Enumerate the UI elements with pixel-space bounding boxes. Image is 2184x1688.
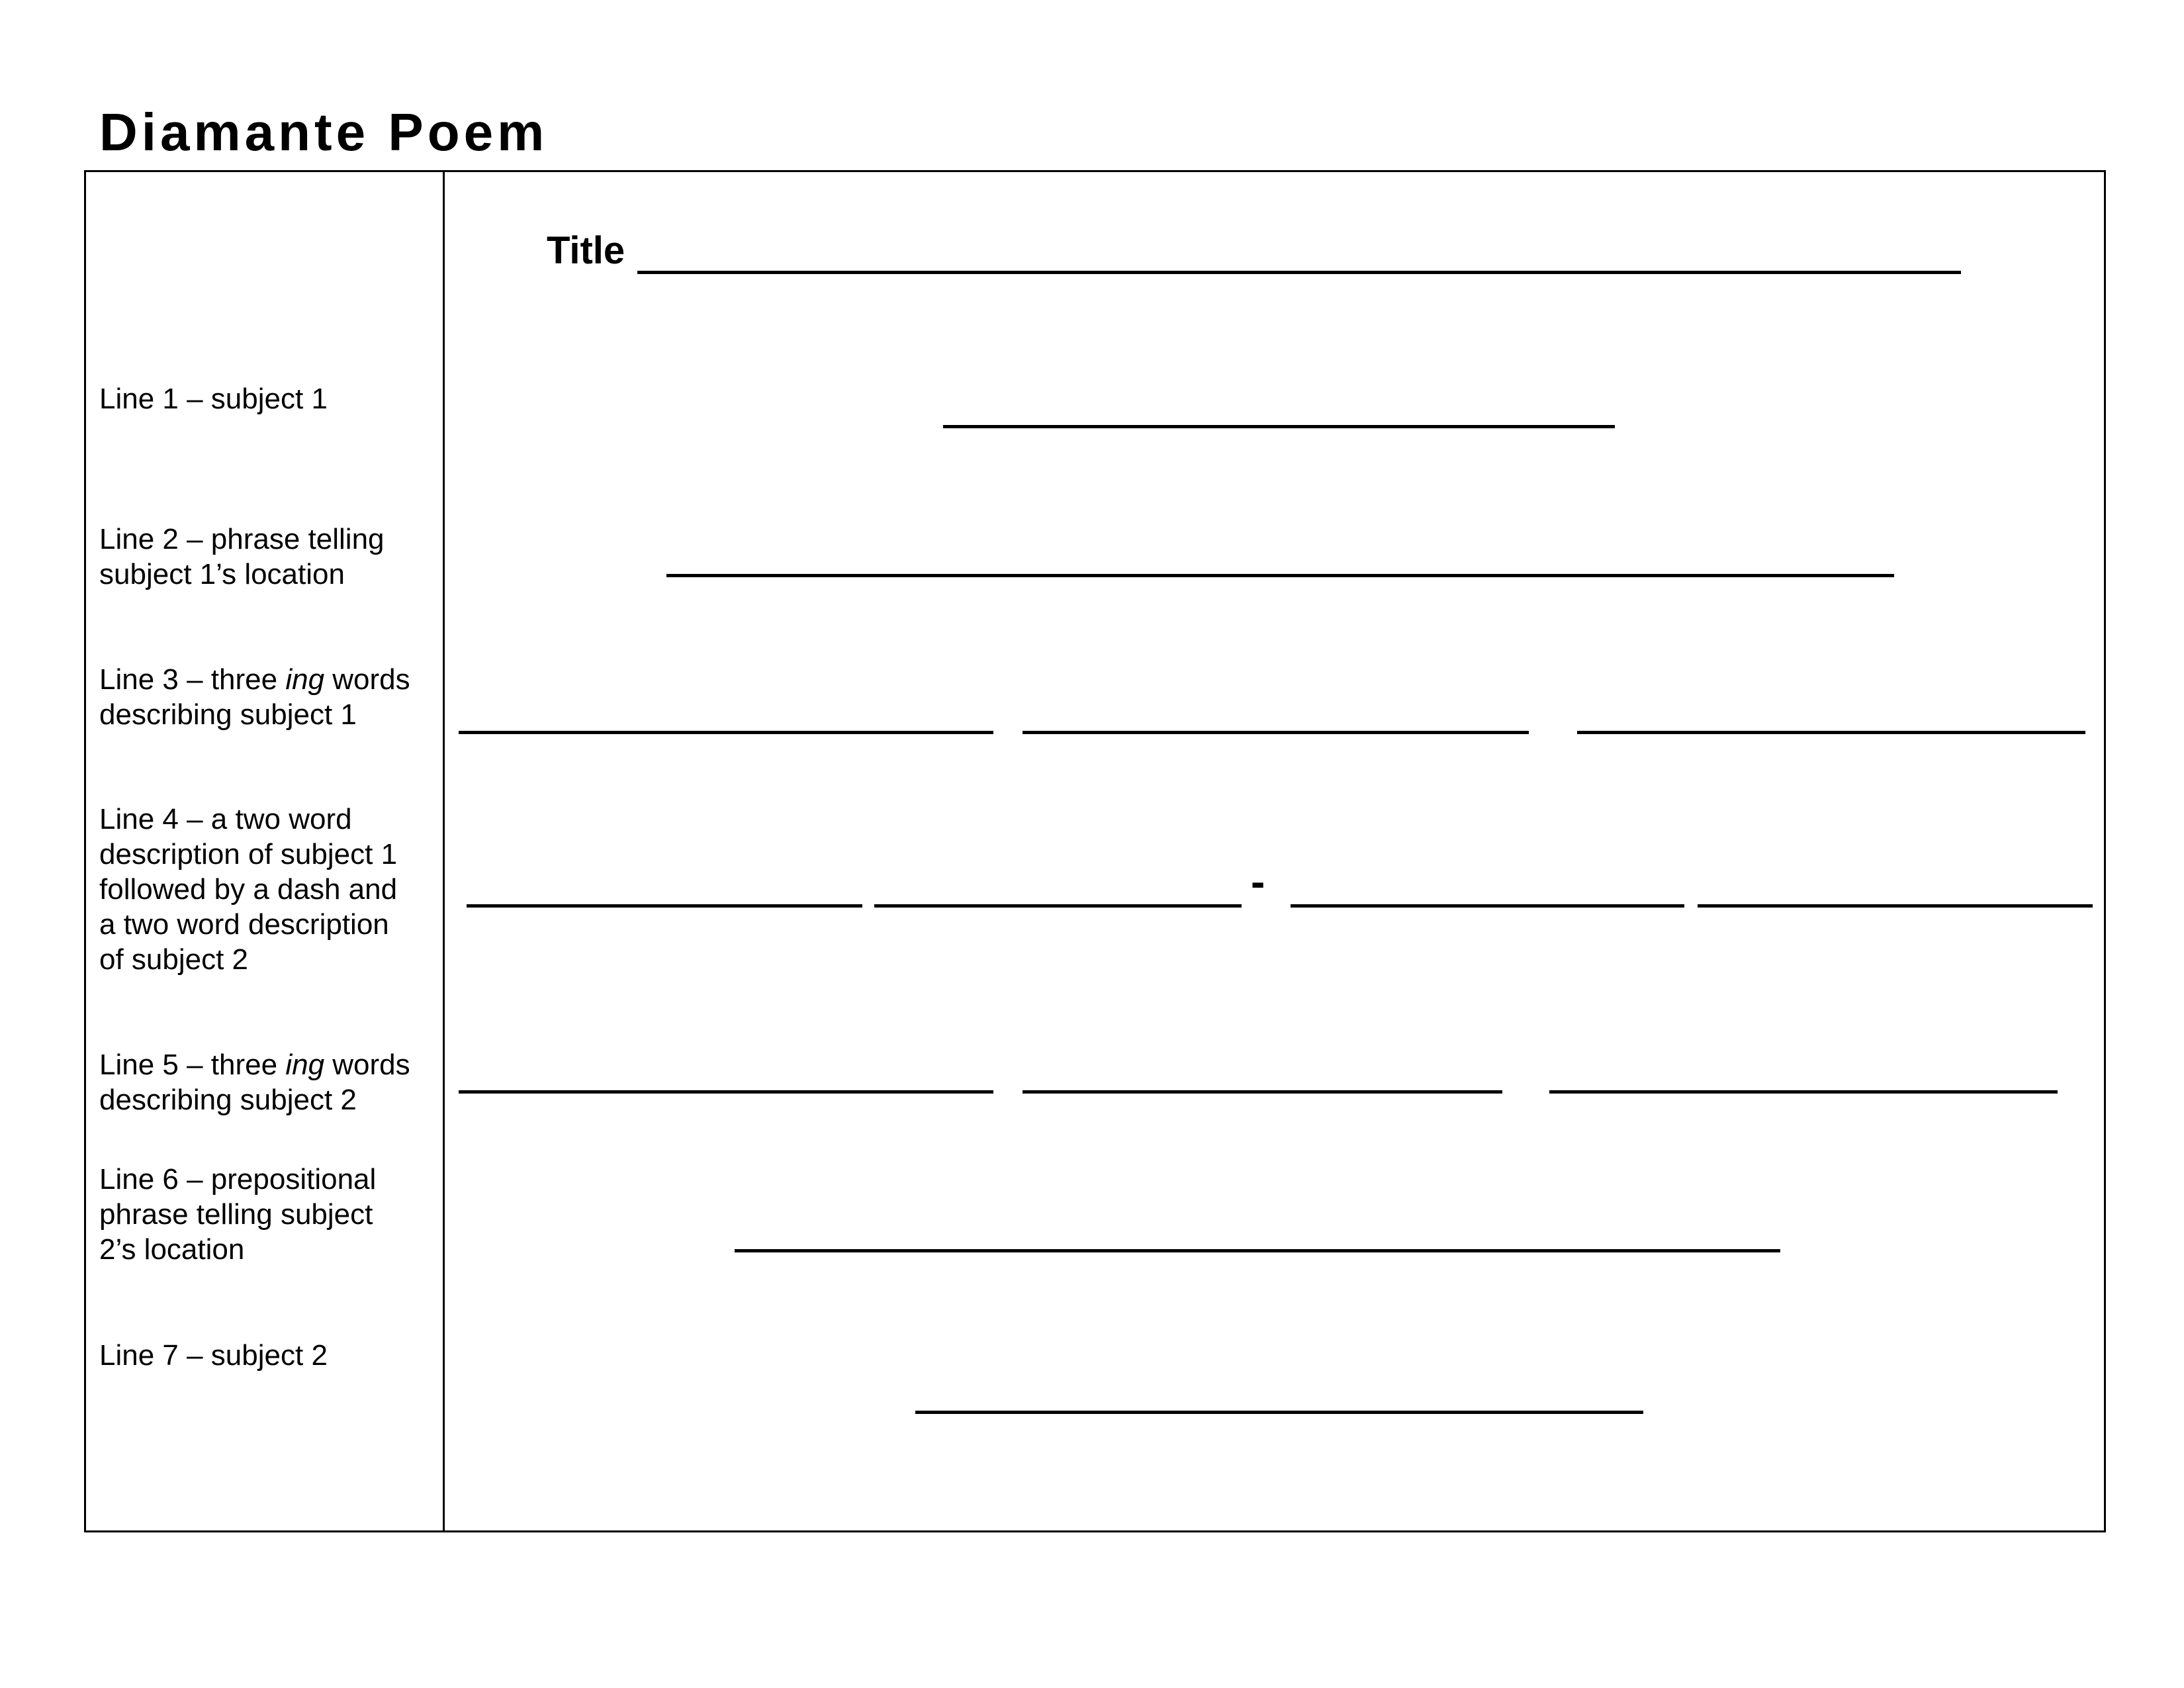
line-2-label: Line 2 – phrase telling subject 1’s location <box>99 523 385 590</box>
line-4-blank-1[interactable] <box>467 904 862 908</box>
line-5-blank-2[interactable] <box>1023 1090 1502 1094</box>
title-field-label: Title <box>547 229 625 272</box>
line-4-dash: - <box>1251 858 1265 906</box>
line-3-blank-2[interactable] <box>1023 731 1529 734</box>
line-5-blank-3[interactable] <box>1549 1090 2058 1094</box>
line-4-blank-2[interactable] <box>874 904 1242 908</box>
line-1-blank[interactable] <box>943 425 1615 428</box>
line-1-label: Line 1 – subject 1 <box>99 383 328 415</box>
line-3-blank-3[interactable] <box>1577 731 2085 734</box>
line-7-label: Line 7 – subject 2 <box>99 1339 328 1372</box>
line-5-blank-1[interactable] <box>459 1090 993 1094</box>
line-3-label: Line 3 – three ing words describing subject 1 <box>99 663 410 731</box>
title-blank[interactable] <box>637 271 1961 274</box>
line-4-blank-3[interactable] <box>1291 904 1684 908</box>
line-5-label: Line 5 – three ing words describing subject 2 <box>99 1049 410 1116</box>
line-4-blank-4[interactable] <box>1698 904 2093 908</box>
page-title: Diamante Poem <box>99 103 549 162</box>
line-6-label: Line 6 – prepositional phrase telling subject 2’s location <box>99 1163 377 1266</box>
column-divider <box>443 170 445 1532</box>
line-6-blank[interactable] <box>735 1249 1780 1252</box>
line-7-blank[interactable] <box>915 1411 1643 1414</box>
line-4-label: Line 4 – a two word description of subject 1 followed by a dash and a two word description of subject 2 <box>99 803 398 976</box>
line-3-blank-1[interactable] <box>459 731 993 734</box>
line-2-blank[interactable] <box>666 574 1894 577</box>
